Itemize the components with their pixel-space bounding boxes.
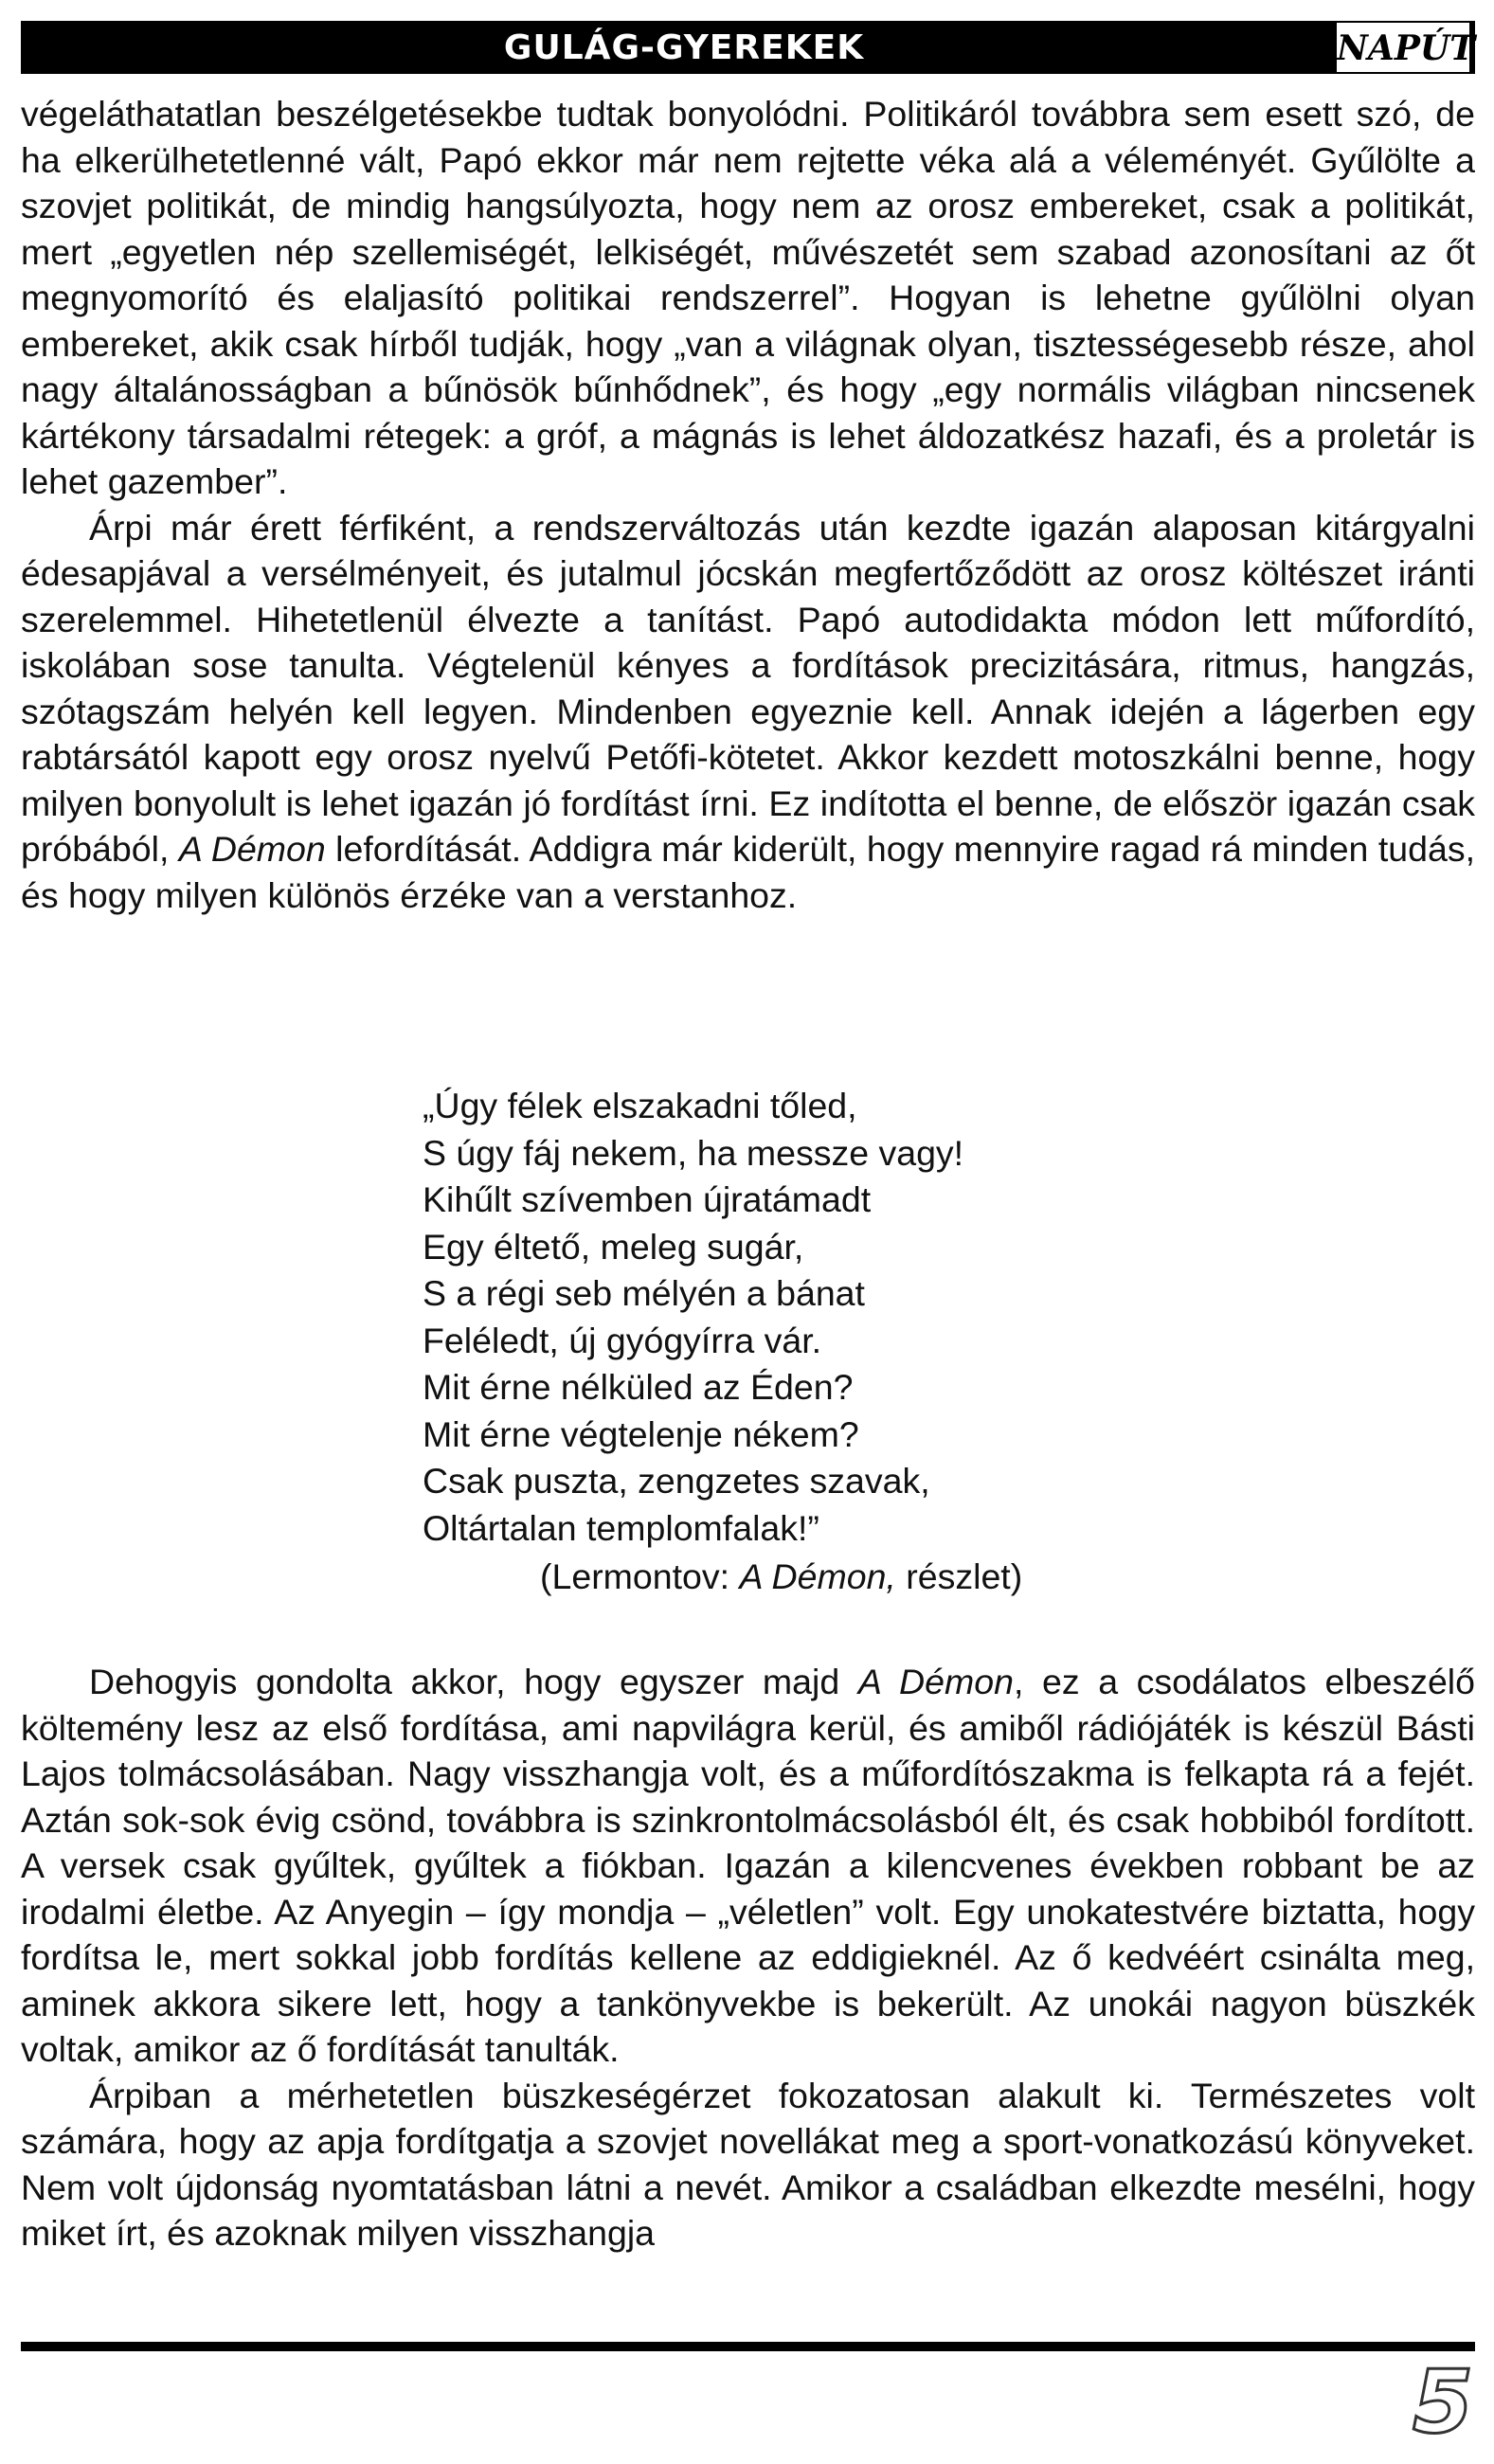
poem-line: Egy éltető, meleg sugár, bbox=[423, 1226, 804, 1267]
poem-source-title: A Démon, bbox=[739, 1556, 896, 1596]
footer-rule bbox=[21, 2342, 1475, 2351]
poem-line: S úgy fáj nekem, ha messze vagy! bbox=[423, 1132, 964, 1173]
poem-line: „Úgy félek elszakadni tőled, bbox=[423, 1086, 857, 1125]
poem-source-b: részlet) bbox=[895, 1556, 1023, 1596]
paragraph-3-title: A Démon bbox=[857, 1662, 1014, 1701]
poem-line: Mit érne végtelenje nékem? bbox=[423, 1413, 859, 1454]
running-header bbox=[21, 21, 1475, 74]
paragraph-2 bbox=[21, 505, 1475, 919]
paragraph-4: Árpiban a mérhetetlen büszkeségérzet fokozatosan alakult ki. Természetes volt számára, hogy az apja fordítgatja a szovjet novellákat meg a sport-vonatkozású könyveket. Nem volt újdonság nyomtatásban látni a nevét. Amikor a családban elkezdte mesélni, hogy miket írt, és azoknak milyen visszhangja bbox=[21, 2075, 1475, 2253]
naput-logo: NAPÚT bbox=[1337, 23, 1469, 72]
paragraph-2-title: A Démon bbox=[178, 829, 326, 869]
poem-source bbox=[423, 1554, 1180, 1601]
poem-source-a: (Lermontov: bbox=[540, 1556, 740, 1596]
body-top bbox=[21, 91, 1475, 918]
paragraph-3-text-a: Dehogyis gondolta akkor, hogy egyszer majd bbox=[89, 1662, 858, 1701]
body-bottom bbox=[21, 1659, 1475, 2257]
poem-quote bbox=[423, 1083, 1180, 1601]
paragraph-3 bbox=[21, 1659, 1475, 2073]
poem-line: Kihűlt szívemben újratámadt bbox=[423, 1179, 872, 1219]
poem-line: Csak puszta, zengzetes szavak, bbox=[423, 1461, 930, 1501]
poem-line: Feléledt, új gyógyírra vár. bbox=[423, 1320, 822, 1360]
poem-line: Oltártalan templomfalak!” bbox=[423, 1507, 819, 1548]
paragraph-3-text-b: , ez a csodálatos elbeszélő költemény lesz az első fordítása, ami napvilágra kerül, és amiből rádiójáték is készül Básti Lajos tolmácsolásában. Nagy visszhangja volt, és a műfordítószakma is felkapta rá a fejét. Aztán sok-sok évig csönd, továbbra is szinkrontolmácsolásból élt, és csak hobbiból fordított. A versek csak gyűltek, gyűltek a fiókban. Igazán a kilencvenes években robbant be az irodalmi életbe. Az Anyegin – így mondja – „véletlen” volt. Egy unokatestvére biztatta, hogy fordítsa le, mert sokkal jobb fordítás kellene az eddigieknél. Az ő kedvéért csinálta meg, aminek akkora sikere lett, hogy a tankönyvekbe is bekerült. Az unokái nagyon büszkék voltak, amikor az ő fordítását tanulták. bbox=[21, 1662, 1475, 2069]
header-title: GULÁG-GYEREKEK bbox=[503, 28, 865, 67]
poem-line: Mit érne nélküled az Éden? bbox=[423, 1367, 854, 1407]
paragraph-1: végeláthatatlan beszélgetésekbe tudtak bonyolódni. Politikáról továbbra sem esett szó, de ha elkerülhetetlenné vált, Papó ekkor már nem rejtette véka alá a véleményét. Gyűlölte a szovjet politikát, de mindig hangsúlyozta, hogy nem az orosz embereket, csak a politikát, mert „egyetlen nép szellemiségét, lelkiségét, művészetét sem szabad azonosítani az őt megnyomorító és elaljasító politikai rendszerrel”. Hogyan is lehetne gyűlölni olyan embereket, akik csak hírből tudják, hogy „van a világnak olyan, tisztességesebb része, ahol nagy általánosságban a bűnösök bűnhődnek”, és hogy „egy normális világban nincsenek kártékony társadalmi rétegek: a gróf, a mágnás is lehet áldozatkész hazafi, és a proletár is lehet gazember”. bbox=[21, 94, 1475, 501]
paragraph-2-text-a: Árpi már érett férfiként, a rendszerváltozás után kezdte igazán alaposan kitárgyalni édesapjával a versélményeit, és jutalmul jócskán megfertőződött az orosz költészet iránti szerelemmel. Hihetetlenül élvezte a tanítást. Papó autodidakta módon lett műfordító, iskolában sose tanulta. Végtelenül kényes a fordítások precizitására, ritmus, hangzás, szótagszám helyén kell legyen. Mindenben egyeznie kell. Annak idején a lágerben egy rabtársától kapott egy orosz nyelvű Petőfi-kötetet. Akkor kezdett motoszkálni benne, hogy milyen bonyolult is lehet igazán jó fordítást írni. Ez indította el benne, de először igazán csak próbából, bbox=[21, 507, 1475, 869]
page-number: 5 bbox=[1412, 2351, 1473, 2453]
poem-line: S a régi seb mélyén a bánat bbox=[423, 1273, 865, 1313]
paragraph-2-text-b: lefordítását. Addigra már kiderült, hogy mennyire ragad rá minden tudás, és hogy milyen különös érzéke van a verstanhoz. bbox=[21, 829, 1475, 915]
